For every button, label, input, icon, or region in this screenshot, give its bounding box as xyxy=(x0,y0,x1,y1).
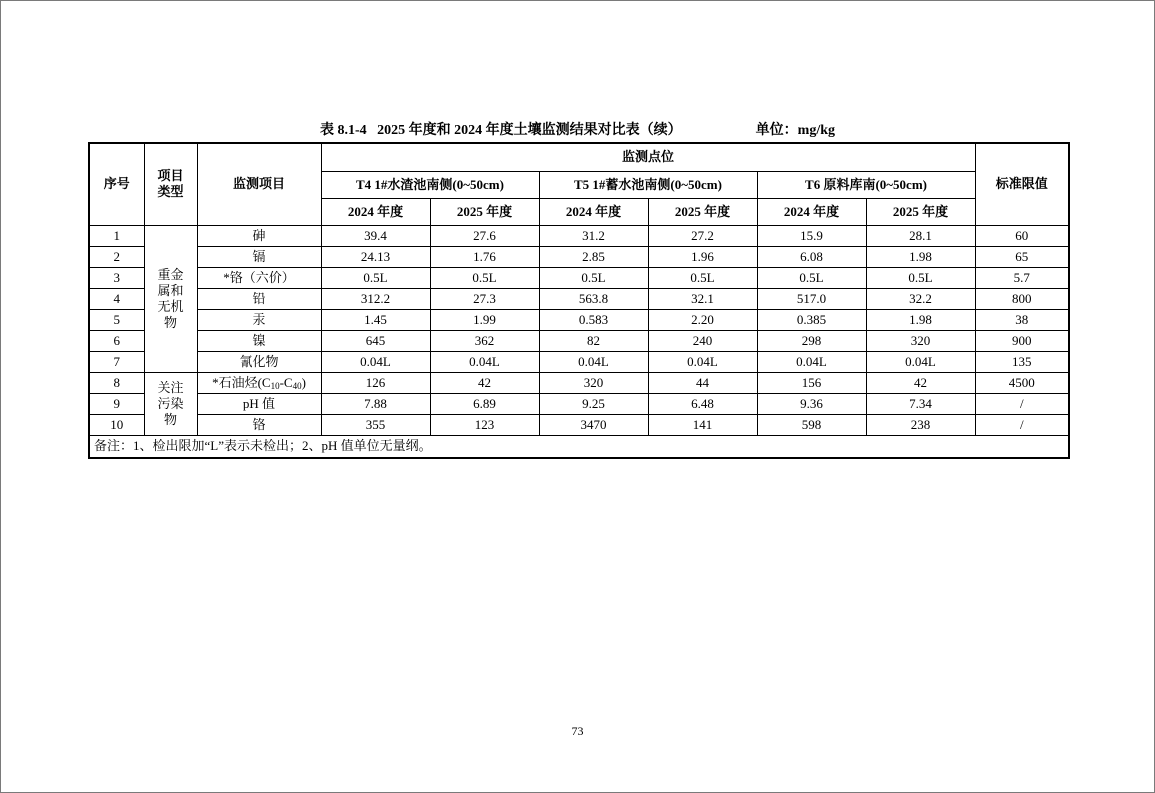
group-label-line: 属和 xyxy=(157,282,184,298)
value-cell: 0.04L xyxy=(430,351,539,372)
value-cell: 312.2 xyxy=(321,288,430,309)
value-cell: 9.25 xyxy=(539,393,648,414)
value-cell: 1.76 xyxy=(430,246,539,267)
header-points-group: 监测点位 xyxy=(321,143,975,171)
group-label-line: 物 xyxy=(163,314,177,330)
value-cell: 27.2 xyxy=(648,225,757,246)
limit-cell: 135 xyxy=(975,351,1069,372)
header-point-t4: T4 1#水渣池南侧(0~50cm) xyxy=(321,171,539,198)
table-row xyxy=(89,267,1069,288)
row-item: *铬（六价） xyxy=(197,267,321,288)
row-item: 氰化物 xyxy=(197,351,321,372)
limit-cell: 4500 xyxy=(975,372,1069,393)
value-cell: 1.99 xyxy=(430,309,539,330)
value-cell: 2.20 xyxy=(648,309,757,330)
table-row xyxy=(89,414,1069,435)
table-row xyxy=(89,225,1069,246)
header-year: 2025 年度 xyxy=(648,198,757,225)
caption-title: 表 8.1-4 2025 年度和 2024 年度土壤监测结果对比表（续） xyxy=(319,123,682,138)
header-seq: 序号 xyxy=(89,143,144,225)
row-seq: 7 xyxy=(89,351,144,372)
value-cell: 0.385 xyxy=(757,309,866,330)
limit-cell: 800 xyxy=(975,288,1069,309)
value-cell: 42 xyxy=(430,372,539,393)
value-cell: 0.5L xyxy=(866,267,975,288)
header-point-t5: T5 1#蓄水池南侧(0~50cm) xyxy=(539,171,757,198)
limit-cell: 38 xyxy=(975,309,1069,330)
value-cell: 0.583 xyxy=(539,309,648,330)
row-seq: 6 xyxy=(89,330,144,351)
row-seq: 3 xyxy=(89,267,144,288)
group-label-line: 关注 xyxy=(157,379,184,395)
value-cell: 32.2 xyxy=(866,288,975,309)
limit-cell: 60 xyxy=(975,225,1069,246)
value-cell: 320 xyxy=(539,372,648,393)
monitoring-results-table xyxy=(88,142,1070,459)
value-cell: 598 xyxy=(757,414,866,435)
row-item: 铅 xyxy=(197,288,321,309)
value-cell: 1.45 xyxy=(321,309,430,330)
header-year: 2025 年度 xyxy=(866,198,975,225)
value-cell: 141 xyxy=(648,414,757,435)
header-category-line-1: 项目 xyxy=(157,168,184,184)
value-cell: 298 xyxy=(757,330,866,351)
table-caption xyxy=(0,122,1155,140)
group-label-line: 重金 xyxy=(157,266,184,282)
value-cell: 82 xyxy=(539,330,648,351)
value-cell: 31.2 xyxy=(539,225,648,246)
item-text: ) xyxy=(301,374,306,390)
row-seq: 4 xyxy=(89,288,144,309)
header-limit: 标准限值 xyxy=(975,143,1069,225)
row-seq: 10 xyxy=(89,414,144,435)
value-cell: 6.48 xyxy=(648,393,757,414)
row-seq: 1 xyxy=(89,225,144,246)
value-cell: 0.5L xyxy=(430,267,539,288)
value-cell: 7.88 xyxy=(321,393,430,414)
value-cell: 1.98 xyxy=(866,246,975,267)
row-seq: 8 xyxy=(89,372,144,393)
item-subscript: 10 xyxy=(270,380,280,391)
header-item: 监测项目 xyxy=(197,143,321,225)
row-item: 汞 xyxy=(197,309,321,330)
value-cell: 15.9 xyxy=(757,225,866,246)
row-item: 镍 xyxy=(197,330,321,351)
table-row xyxy=(89,372,1069,393)
row-item-petroleum-hydrocarbons xyxy=(197,372,321,393)
value-cell: 0.04L xyxy=(648,351,757,372)
value-cell: 645 xyxy=(321,330,430,351)
value-cell: 42 xyxy=(866,372,975,393)
value-cell: 1.98 xyxy=(866,309,975,330)
limit-cell: 65 xyxy=(975,246,1069,267)
group-label-concern-pollutants xyxy=(144,372,197,435)
value-cell: 6.08 xyxy=(757,246,866,267)
row-item: pH 值 xyxy=(197,393,321,414)
page-number: 73 xyxy=(571,724,584,738)
group-label-line: 污染 xyxy=(157,395,184,411)
group-label-line: 无机 xyxy=(157,298,184,314)
item-subscript: 40 xyxy=(292,380,302,391)
row-seq: 2 xyxy=(89,246,144,267)
value-cell: 0.5L xyxy=(648,267,757,288)
header-category xyxy=(144,143,197,225)
value-cell: 355 xyxy=(321,414,430,435)
value-cell: 28.1 xyxy=(866,225,975,246)
header-year: 2024 年度 xyxy=(757,198,866,225)
value-cell: 9.36 xyxy=(757,393,866,414)
value-cell: 126 xyxy=(321,372,430,393)
value-cell: 0.5L xyxy=(757,267,866,288)
table-row xyxy=(89,288,1069,309)
table-note-row xyxy=(89,435,1069,458)
value-cell: 156 xyxy=(757,372,866,393)
header-year: 2024 年度 xyxy=(539,198,648,225)
value-cell: 7.34 xyxy=(866,393,975,414)
value-cell: 0.04L xyxy=(757,351,866,372)
value-cell: 238 xyxy=(866,414,975,435)
value-cell: 3470 xyxy=(539,414,648,435)
row-seq: 5 xyxy=(89,309,144,330)
header-category-line-2: 类型 xyxy=(157,184,184,200)
row-item: 铬 xyxy=(197,414,321,435)
value-cell: 0.04L xyxy=(866,351,975,372)
value-cell: 32.1 xyxy=(648,288,757,309)
value-cell: 362 xyxy=(430,330,539,351)
value-cell: 320 xyxy=(866,330,975,351)
value-cell: 44 xyxy=(648,372,757,393)
value-cell: 24.13 xyxy=(321,246,430,267)
table-row xyxy=(89,330,1069,351)
header-point-t6: T6 原料库南(0~50cm) xyxy=(757,171,975,198)
table-row xyxy=(89,246,1069,267)
value-cell: 123 xyxy=(430,414,539,435)
value-cell: 27.3 xyxy=(430,288,539,309)
limit-cell: 900 xyxy=(975,330,1069,351)
row-item: 镉 xyxy=(197,246,321,267)
value-cell: 2.85 xyxy=(539,246,648,267)
value-cell: 0.5L xyxy=(539,267,648,288)
value-cell: 0.04L xyxy=(539,351,648,372)
item-text: -C xyxy=(279,374,293,390)
value-cell: 0.5L xyxy=(321,267,430,288)
value-cell: 563.8 xyxy=(539,288,648,309)
table-row xyxy=(89,393,1069,414)
table-note: 备注：1、检出限加“L”表示未检出；2、pH 值单位无量纲。 xyxy=(89,435,1069,458)
group-label-line: 物 xyxy=(163,411,177,427)
value-cell: 240 xyxy=(648,330,757,351)
limit-cell: / xyxy=(975,414,1069,435)
header-year: 2024 年度 xyxy=(321,198,430,225)
item-text: *石油烃(C xyxy=(212,374,271,390)
value-cell: 0.04L xyxy=(321,351,430,372)
table-row xyxy=(89,309,1069,330)
row-seq: 9 xyxy=(89,393,144,414)
value-cell: 6.89 xyxy=(430,393,539,414)
limit-cell: 5.7 xyxy=(975,267,1069,288)
value-cell: 27.6 xyxy=(430,225,539,246)
table-row xyxy=(89,351,1069,372)
caption-unit: 单位：mg/kg xyxy=(755,123,835,138)
value-cell: 517.0 xyxy=(757,288,866,309)
value-cell: 1.96 xyxy=(648,246,757,267)
group-label-heavy-metals xyxy=(144,225,197,372)
value-cell: 39.4 xyxy=(321,225,430,246)
header-year: 2025 年度 xyxy=(430,198,539,225)
limit-cell: / xyxy=(975,393,1069,414)
row-item: 砷 xyxy=(197,225,321,246)
